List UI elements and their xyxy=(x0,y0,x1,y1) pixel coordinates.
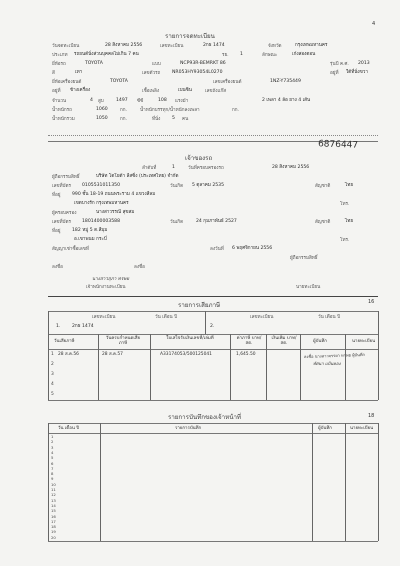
table-border xyxy=(345,334,346,400)
holder-nationality-value: ไทย xyxy=(345,219,354,224)
table-border xyxy=(48,400,378,401)
owner-value: บริษัท โตโยต้า ลีสซิ่ง (ประเทศไทย) จำกัด xyxy=(96,174,179,179)
tax-col-date: วันเสียภาษี xyxy=(54,339,75,344)
holder-address-line2: อ.เขาพนม กระบี่ xyxy=(74,237,107,242)
contract-date-value: 6 พฤศจิกายน 2556 xyxy=(232,246,273,251)
table-border xyxy=(48,311,378,312)
owner-birth-label: วันเกิด xyxy=(170,184,184,189)
total-weight-label: น้ำหนักรวม xyxy=(52,117,75,122)
separator xyxy=(48,135,378,136)
holder-label: ผู้ครอบครอง xyxy=(52,211,77,216)
owner-id-label: เลขที่บัตร xyxy=(52,184,71,189)
notes-page-number: 18 xyxy=(368,413,375,419)
tax-row-due: 28 ส.ค.57 xyxy=(102,352,123,357)
reg-number-label: เลขทะเบียน xyxy=(160,44,184,49)
weight-unit: กก. xyxy=(120,108,128,113)
tax-reg-value-1: 2กธ 1474 xyxy=(72,324,94,329)
tax-col-surcharge: เงินเพิ่ม บาท/สต. xyxy=(271,336,297,347)
signature-label-2: ลงชื่อ xyxy=(134,265,145,270)
owner-nationality-label: สัญชาติ xyxy=(315,184,331,189)
notes-row-number: 9 xyxy=(51,476,54,482)
brand-label: ยี่ห้อรถ xyxy=(52,62,66,67)
tax-row-recorder: ลงชื่อ นางสาวจรรยา ทรพย ผู้บันทึก xyxy=(303,351,365,360)
chassis-label: เลขตัวรถ xyxy=(142,71,161,76)
owner-signature-label: ผู้ถือกรรมสิทธิ์ xyxy=(290,256,318,261)
table-border xyxy=(378,311,379,400)
tax-row-receipt: A33174053/500125041 xyxy=(160,352,212,357)
holder-phone-label: โทร. xyxy=(340,238,350,243)
engine-brand-label: ยี่ห้อเครื่องยนต์ xyxy=(52,80,82,85)
table-border xyxy=(300,334,301,400)
owner-address-value: 990 ชั้น 18-19 ถนนพระราม 4 แขวงสีลม xyxy=(72,192,156,197)
weight-label: น้ำหนักรถ xyxy=(52,108,72,113)
tax-section-title: รายการเสียภาษี xyxy=(178,302,221,309)
contract-date-label: ลงวันที่ xyxy=(210,247,224,252)
holder-nationality-label: สัญชาติ xyxy=(315,220,331,225)
model-label: แบบ xyxy=(152,62,161,67)
notes-row-number: 8 xyxy=(51,471,54,477)
holder-birth-label: วันเกิด xyxy=(170,220,184,225)
notes-row-number: 4 xyxy=(51,449,54,455)
tax-col-amount: ค่าภาษี บาท/สต. xyxy=(236,336,262,347)
tax-row-date: 28 ส.ค.56 xyxy=(58,352,79,357)
brand-value: TOYOTA xyxy=(85,61,103,66)
engine-brand-value: TOYOTA xyxy=(110,79,128,84)
notes-row-number: 17 xyxy=(51,518,56,524)
tax-reg-num-2: 2. xyxy=(210,324,215,329)
tax-date-label-1: วัน เดือน ปี xyxy=(155,315,178,320)
owner-address-label: ที่อยู่ xyxy=(52,193,61,198)
tax-col-registrar: นายทะเบียน xyxy=(352,339,376,344)
table-border xyxy=(48,541,378,542)
color-value: เทา xyxy=(75,70,83,75)
notes-col-entry: รายการบันทึก xyxy=(175,426,202,431)
seats-label: ที่นั่ง xyxy=(152,117,161,122)
notes-col-registrar: นายทะเบียน xyxy=(350,426,374,431)
reg-date-label: วันจดทะเบียน xyxy=(52,44,80,49)
color-label: สี xyxy=(52,71,55,76)
notes-row-number: 13 xyxy=(51,497,56,503)
holder-id-value: 1801400003588 xyxy=(82,219,120,224)
cc-value: 1497 xyxy=(116,98,128,103)
tax-row-number: 2 xyxy=(51,362,54,367)
notes-row-number: 18 xyxy=(51,524,56,530)
reg-date-value: 28 สิงหาคม 2556 xyxy=(105,43,143,48)
load-label: น้ำหนักบรรทุก/น้ำหนักลงเพลา xyxy=(140,108,200,113)
chassis-location-value: ใต้ที่นั่งขวา xyxy=(346,70,368,75)
rs-label: รย. xyxy=(222,53,229,58)
owner-label: ผู้ถือกรรมสิทธิ์ xyxy=(52,175,80,180)
table-border xyxy=(150,334,151,400)
axle-value: 2 เพลา 4 ล้อ ยาง 4 เส้น xyxy=(262,98,311,103)
cylinders-value: 4 xyxy=(90,98,93,103)
rs-value: 1 xyxy=(240,52,243,57)
notes-row-number: 6 xyxy=(51,460,54,466)
serial-stamp: 6876447 xyxy=(317,139,359,151)
model-value: NCP93R-BEMRKT 86 xyxy=(180,61,226,66)
engine-number-value: 1NZ-Y735449 xyxy=(270,79,301,84)
table-border xyxy=(48,433,378,434)
separator xyxy=(48,296,378,297)
tax-col-recorder: ผู้บันทึก xyxy=(313,339,327,344)
holder-value: นางสาวรรณี สุขสม xyxy=(96,210,135,215)
holder-birth-value: 24 กุมภาพันธ์ 2527 xyxy=(196,219,237,224)
ownership-date-value: 28 สิงหาคม 2556 xyxy=(272,165,310,170)
registrar-title: นายทะเบียน xyxy=(296,285,321,290)
tax-reg-label-1: เลขทะเบียน xyxy=(92,315,116,320)
holder-address-label: ที่อยู่ xyxy=(52,229,61,234)
owner-birth-value: 5 ตุลาคม 2535 xyxy=(192,183,225,188)
contract-label: สัญญาเช่าซื้อเลขที่ xyxy=(52,247,89,252)
hp-unit: แรงม้า xyxy=(175,99,189,104)
officer-title: เจ้าพนักงานทะเบียน xyxy=(86,285,126,290)
table-border xyxy=(100,423,101,541)
notes-row-number: 16 xyxy=(51,513,56,519)
fuel-label: เชื้อเพลิง xyxy=(142,89,160,94)
tax-row-amount: 1,645.50 xyxy=(236,352,256,357)
total-weight-value: 1050 xyxy=(96,116,108,121)
order-value: 1 xyxy=(172,165,175,170)
province-label: จังหวัด xyxy=(268,44,282,49)
table-border xyxy=(48,311,49,334)
table-border xyxy=(98,334,99,400)
signature-label-1: ลงชื่อ xyxy=(52,265,63,270)
table-border xyxy=(230,334,231,400)
tax-col-receipt: ใบเสร็จรับเงินเลขที่/เล่มที่ xyxy=(166,336,214,341)
owner-section-title: เจ้าของรถ xyxy=(185,155,213,162)
notes-row-number: 12 xyxy=(51,492,56,498)
seats-value: 5 xyxy=(172,116,175,121)
tax-page-number: 16 xyxy=(368,299,375,305)
notes-row-number: 1 xyxy=(51,434,54,439)
table-border xyxy=(205,311,206,334)
tax-date-label-2: วัน เดือน ปี xyxy=(318,315,341,320)
notes-row-number: 5 xyxy=(51,455,54,461)
notes-row-number: 20 xyxy=(51,534,56,540)
hp-value: 108 xyxy=(158,98,167,103)
holder-id-label: เลขที่บัตร xyxy=(52,220,71,225)
table-border xyxy=(378,423,379,541)
owner-nationality-value: ไทย xyxy=(345,183,354,188)
registration-section-title: รายการจดทะเบียน xyxy=(165,33,215,40)
officer-signature-name: นางสาวสุภา ทรพย xyxy=(92,277,130,282)
table-border xyxy=(312,423,313,541)
notes-row-number: 14 xyxy=(51,502,56,508)
notes-col-date: วัน เดือน ปี xyxy=(58,426,80,431)
table-border xyxy=(48,334,49,400)
tax-row-number: 1 xyxy=(51,352,54,357)
fuel-value: เบนซิน xyxy=(178,88,192,93)
table-border xyxy=(48,423,49,541)
table-border xyxy=(48,423,378,424)
cylinders-unit: สูบ xyxy=(98,99,104,104)
tax-row-number: 5 xyxy=(51,392,54,397)
total-weight-unit: กก. xyxy=(120,117,128,122)
cylinders-label: จำนวน xyxy=(52,99,67,104)
vehicle-type-label: ประเภท xyxy=(52,53,68,58)
notes-row-number: 10 xyxy=(51,481,56,487)
notes-row-number: 2 xyxy=(51,439,54,445)
owner-address-line2: เขตบางรัก กรุงเทพมหานคร xyxy=(74,201,129,206)
body-label: ลักษณะ xyxy=(262,53,278,58)
notes-row-number: 7 xyxy=(51,465,54,471)
engine-location-value: ข้างเครื่อง xyxy=(70,88,91,93)
province-value: กรุงเทพมหานคร xyxy=(295,43,328,48)
tax-row-registrar-signature: ทัศนา แป้นทอง xyxy=(313,361,341,366)
cc-unit: ซีซี xyxy=(137,99,144,104)
tax-reg-label-2: เลขทะเบียน xyxy=(250,315,274,320)
chassis-value: NR053HY93054L0270 xyxy=(172,70,223,75)
chassis-location-label: อยู่ที่ xyxy=(330,71,339,76)
table-border xyxy=(266,334,267,400)
notes-section-title: รายการบันทึกของเจ้าหน้าที่ xyxy=(168,414,241,421)
tax-row-number: 3 xyxy=(51,372,54,377)
tax-col-due: วันครบกำหนดเสียภาษี xyxy=(105,336,141,347)
notes-col-recorder: ผู้บันทึก xyxy=(318,426,332,431)
weight-value: 1060 xyxy=(96,107,108,112)
ownership-date-label: วันที่ครอบครองรถ xyxy=(188,166,224,171)
model-year-value: 2013 xyxy=(358,61,370,66)
holder-address-value: 182 หมู่ 5 ต.สีมุม xyxy=(72,228,108,233)
order-label: ลำดับที่ xyxy=(142,166,157,171)
engine-number-label: เลขเครื่องยนต์ xyxy=(213,80,242,85)
notes-row-number: 11 xyxy=(51,487,56,492)
reg-number-value: 2กธ 1474 xyxy=(203,43,225,48)
tax-row-number: 4 xyxy=(51,382,54,387)
seats-unit: คน xyxy=(182,117,189,122)
gas-tank-label: เลขถังแก๊ส xyxy=(205,89,227,94)
body-value: เก๋งสองตอน xyxy=(292,52,316,57)
vehicle-type-value: รถยนต์นั่งส่วนบุคคลไม่เกิน 7 คน xyxy=(74,52,139,57)
notes-row-number: 19 xyxy=(51,529,56,535)
page-number: 4 xyxy=(372,21,376,27)
owner-id-value: 0105531011350 xyxy=(82,183,120,188)
model-year-label: รุ่นปี ค.ศ. xyxy=(330,62,349,67)
tax-reg-num-1: 1. xyxy=(56,324,61,329)
notes-row-number: 3 xyxy=(51,444,54,450)
engine-location-label: อยู่ที่ xyxy=(52,89,61,94)
owner-phone-label: โทร. xyxy=(340,202,350,207)
notes-row-number: 15 xyxy=(51,508,56,514)
table-border xyxy=(345,423,346,541)
load-unit: กก. xyxy=(232,108,240,113)
